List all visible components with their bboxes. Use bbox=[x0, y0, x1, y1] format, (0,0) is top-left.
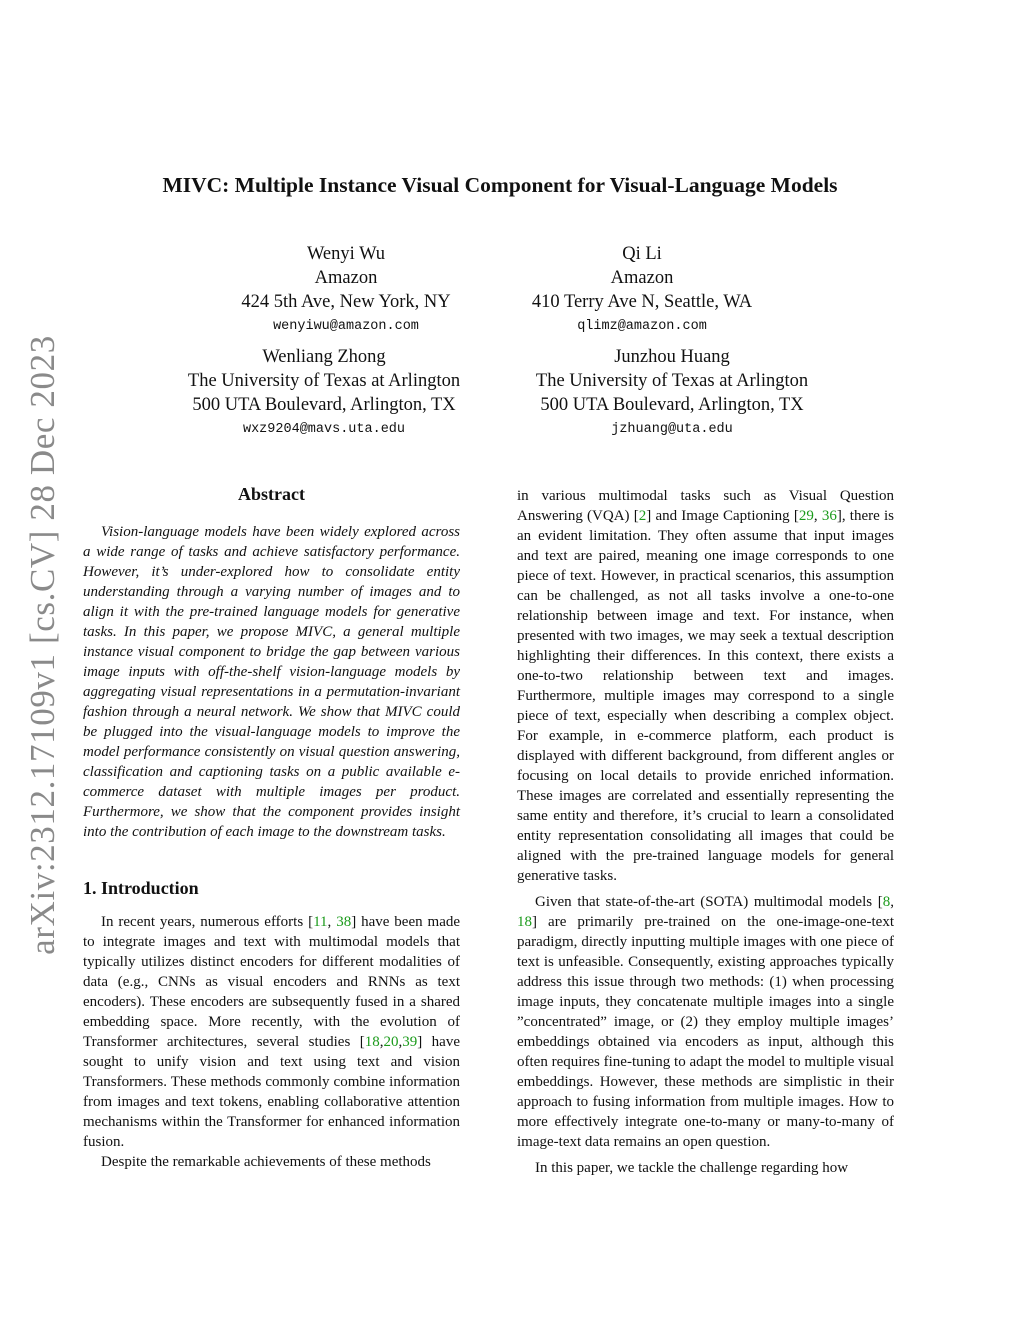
author-email[interactable]: wxz9204@mavs.uta.edu bbox=[242, 422, 406, 437]
text-run: , bbox=[890, 894, 894, 910]
author-name: Wenliang Zhong bbox=[262, 347, 386, 367]
author-name: Qi Li bbox=[622, 244, 662, 264]
citation-link[interactable]: 29 bbox=[798, 508, 814, 524]
arxiv-stamp bbox=[8, 335, 78, 955]
author-block bbox=[156, 345, 492, 441]
citation-link[interactable]: 2 bbox=[638, 508, 647, 524]
text-run: , bbox=[813, 508, 822, 524]
intro-heading: 1. Introduction bbox=[83, 878, 199, 898]
citation-link[interactable]: 11 bbox=[313, 914, 328, 930]
author-address: 500 UTA Boulevard, Arlington, TX bbox=[540, 395, 804, 415]
author-name: Junzhou Huang bbox=[614, 347, 730, 367]
citation-link[interactable]: 39 bbox=[402, 1034, 418, 1050]
text-run: , bbox=[379, 1034, 384, 1050]
right-column bbox=[517, 486, 894, 1178]
author-email[interactable]: wenyiwu@amazon.com bbox=[273, 319, 419, 334]
abstract-heading: Abstract bbox=[238, 484, 305, 504]
author-email[interactable]: jzhuang@uta.edu bbox=[611, 422, 733, 437]
author-address: 410 Terry Ave N, Seattle, WA bbox=[531, 292, 753, 312]
body-paragraph bbox=[517, 892, 894, 1152]
author-affiliation: The University of Texas at Arlington bbox=[535, 371, 809, 391]
author-address: 500 UTA Boulevard, Arlington, TX bbox=[192, 395, 456, 415]
citation-link[interactable]: 8 bbox=[882, 894, 891, 910]
author-affiliation: Amazon bbox=[610, 268, 674, 288]
author-address: 424 5th Ave, New York, NY bbox=[241, 292, 451, 312]
citation-link[interactable]: 18 bbox=[364, 1034, 380, 1050]
text-run: ] have been made to integrate images and text with multimodal models that typically utilizes distinct encoders for different modalities of data (e.g., CNNs as visual encoders and RNNs as text encoders). These encoders are subsequently fused in a shared embedding space. More recently, with the evolution of Transformer architectures, several studies [ bbox=[83, 914, 461, 1050]
text-run: In recent years, numerous efforts [ bbox=[101, 914, 314, 930]
author-email[interactable]: qlimz@amazon.com bbox=[577, 319, 707, 334]
author-block bbox=[492, 242, 792, 338]
abstract-text: Vision-language models have been widely explored across a wide range of tasks and achieve satisfactory performance. However, it’s under-explored how to consolidate entity understanding through a varying number of images and to align it with the pre-trained language models for generative tasks. In this paper, we propose MIVC, a general multiple instance visual component to bridge the gap between various image inputs with off-the-shelf vision-language models by aggregating visual representations in a permutation-invariant fashion through a neural network. We show that MIVC could be plugged into the visual-language models to improve the model performance consistently on visual question answering, classification and captioning tasks on a public available e-commerce dataset with multiple images per product. Furthermore, we show that the component provides insight into the contribution of each image to the downstream tasks. bbox=[83, 524, 460, 840]
left-column bbox=[83, 484, 460, 1172]
author-affiliation: Amazon bbox=[314, 268, 378, 288]
text-run: ] are primarily pre-trained on the one-image-one-text paradigm, directly inputting multiple images with one piece of text is unfeasible. Consequently, existing approaches typically address this issue through two methods: (1) when processing image inputs, they concatenate multiple images into a single ”concentrated” image, or (2) they employ multiple images’ embeddings obtained via encoders as input, although this often requires fine-tuning to adapt the model to multiple visual embeddings. However, these methods are simplistic in their approach to fusing information from multiple images. How to more effectively integrate one-to-many or many-to-many of image-text data remains an open question. bbox=[517, 914, 894, 1150]
author-block bbox=[196, 242, 496, 338]
text-run: ] and Image Captioning [ bbox=[646, 508, 799, 524]
paper-title: MIVC: Multiple Instance Visual Component for Visual-Language Models bbox=[162, 173, 838, 197]
text-run: , bbox=[398, 1034, 403, 1050]
citation-link[interactable]: 36 bbox=[821, 508, 837, 524]
intro-paragraph bbox=[83, 912, 460, 1152]
text-run: Given that state-of-the-art (SOTA) multimodal models [ bbox=[535, 894, 883, 910]
author-name: Wenyi Wu bbox=[306, 244, 386, 264]
author-affiliation: The University of Texas at Arlington bbox=[187, 371, 461, 391]
body-paragraph bbox=[517, 486, 894, 886]
citation-link[interactable]: 18 bbox=[517, 914, 532, 930]
arxiv-stamp-text: arXiv:2312.17109v1 [cs.CV] 28 Dec 2023 bbox=[23, 335, 62, 955]
text-run: in various multimodal tasks such as Visual Question Answering (VQA) [ bbox=[517, 488, 894, 524]
text-run: ], there is an evident limitation. They often assume that input images and text are paired, meaning one image corresponds to one piece of text. However, in practical scenarios, this assumption can be challenged, as not all tasks involve a one-to-one relationship between image and text. For instance, when presented with two images, we may seek a textual description highlighting their differences. In this context, there exists a one-to-two relationship between text and images. Furthermore, multiple images may correspond to a single piece of text, especially when describing a complex object. For example, in e-commerce platform, each product is displayed with different background, from different angles or focusing on local details to provide enriched information. These images are correlated and essentially representing the same entity and therefore, it’s crucial to learn a consolidated entity representation consolidating all images that could be aligned with the pre-trained language models for general generative tasks. bbox=[517, 508, 894, 884]
citation-link[interactable]: 20 bbox=[383, 1034, 399, 1050]
text-run: ] have sought to unify vision and text using text and vision Transformers. These methods commonly combine information from images and text tokens, enabling collaborative attention mechanisms within the Transformer for enhanced information fusion. bbox=[83, 1034, 460, 1150]
intro-paragraph: Despite the remarkable achievements of these methods bbox=[101, 1154, 431, 1170]
author-block bbox=[504, 345, 840, 441]
citation-link[interactable]: 38 bbox=[336, 914, 352, 930]
text-run: , bbox=[327, 914, 337, 930]
body-paragraph: In this paper, we tackle the challenge regarding how bbox=[535, 1160, 849, 1176]
